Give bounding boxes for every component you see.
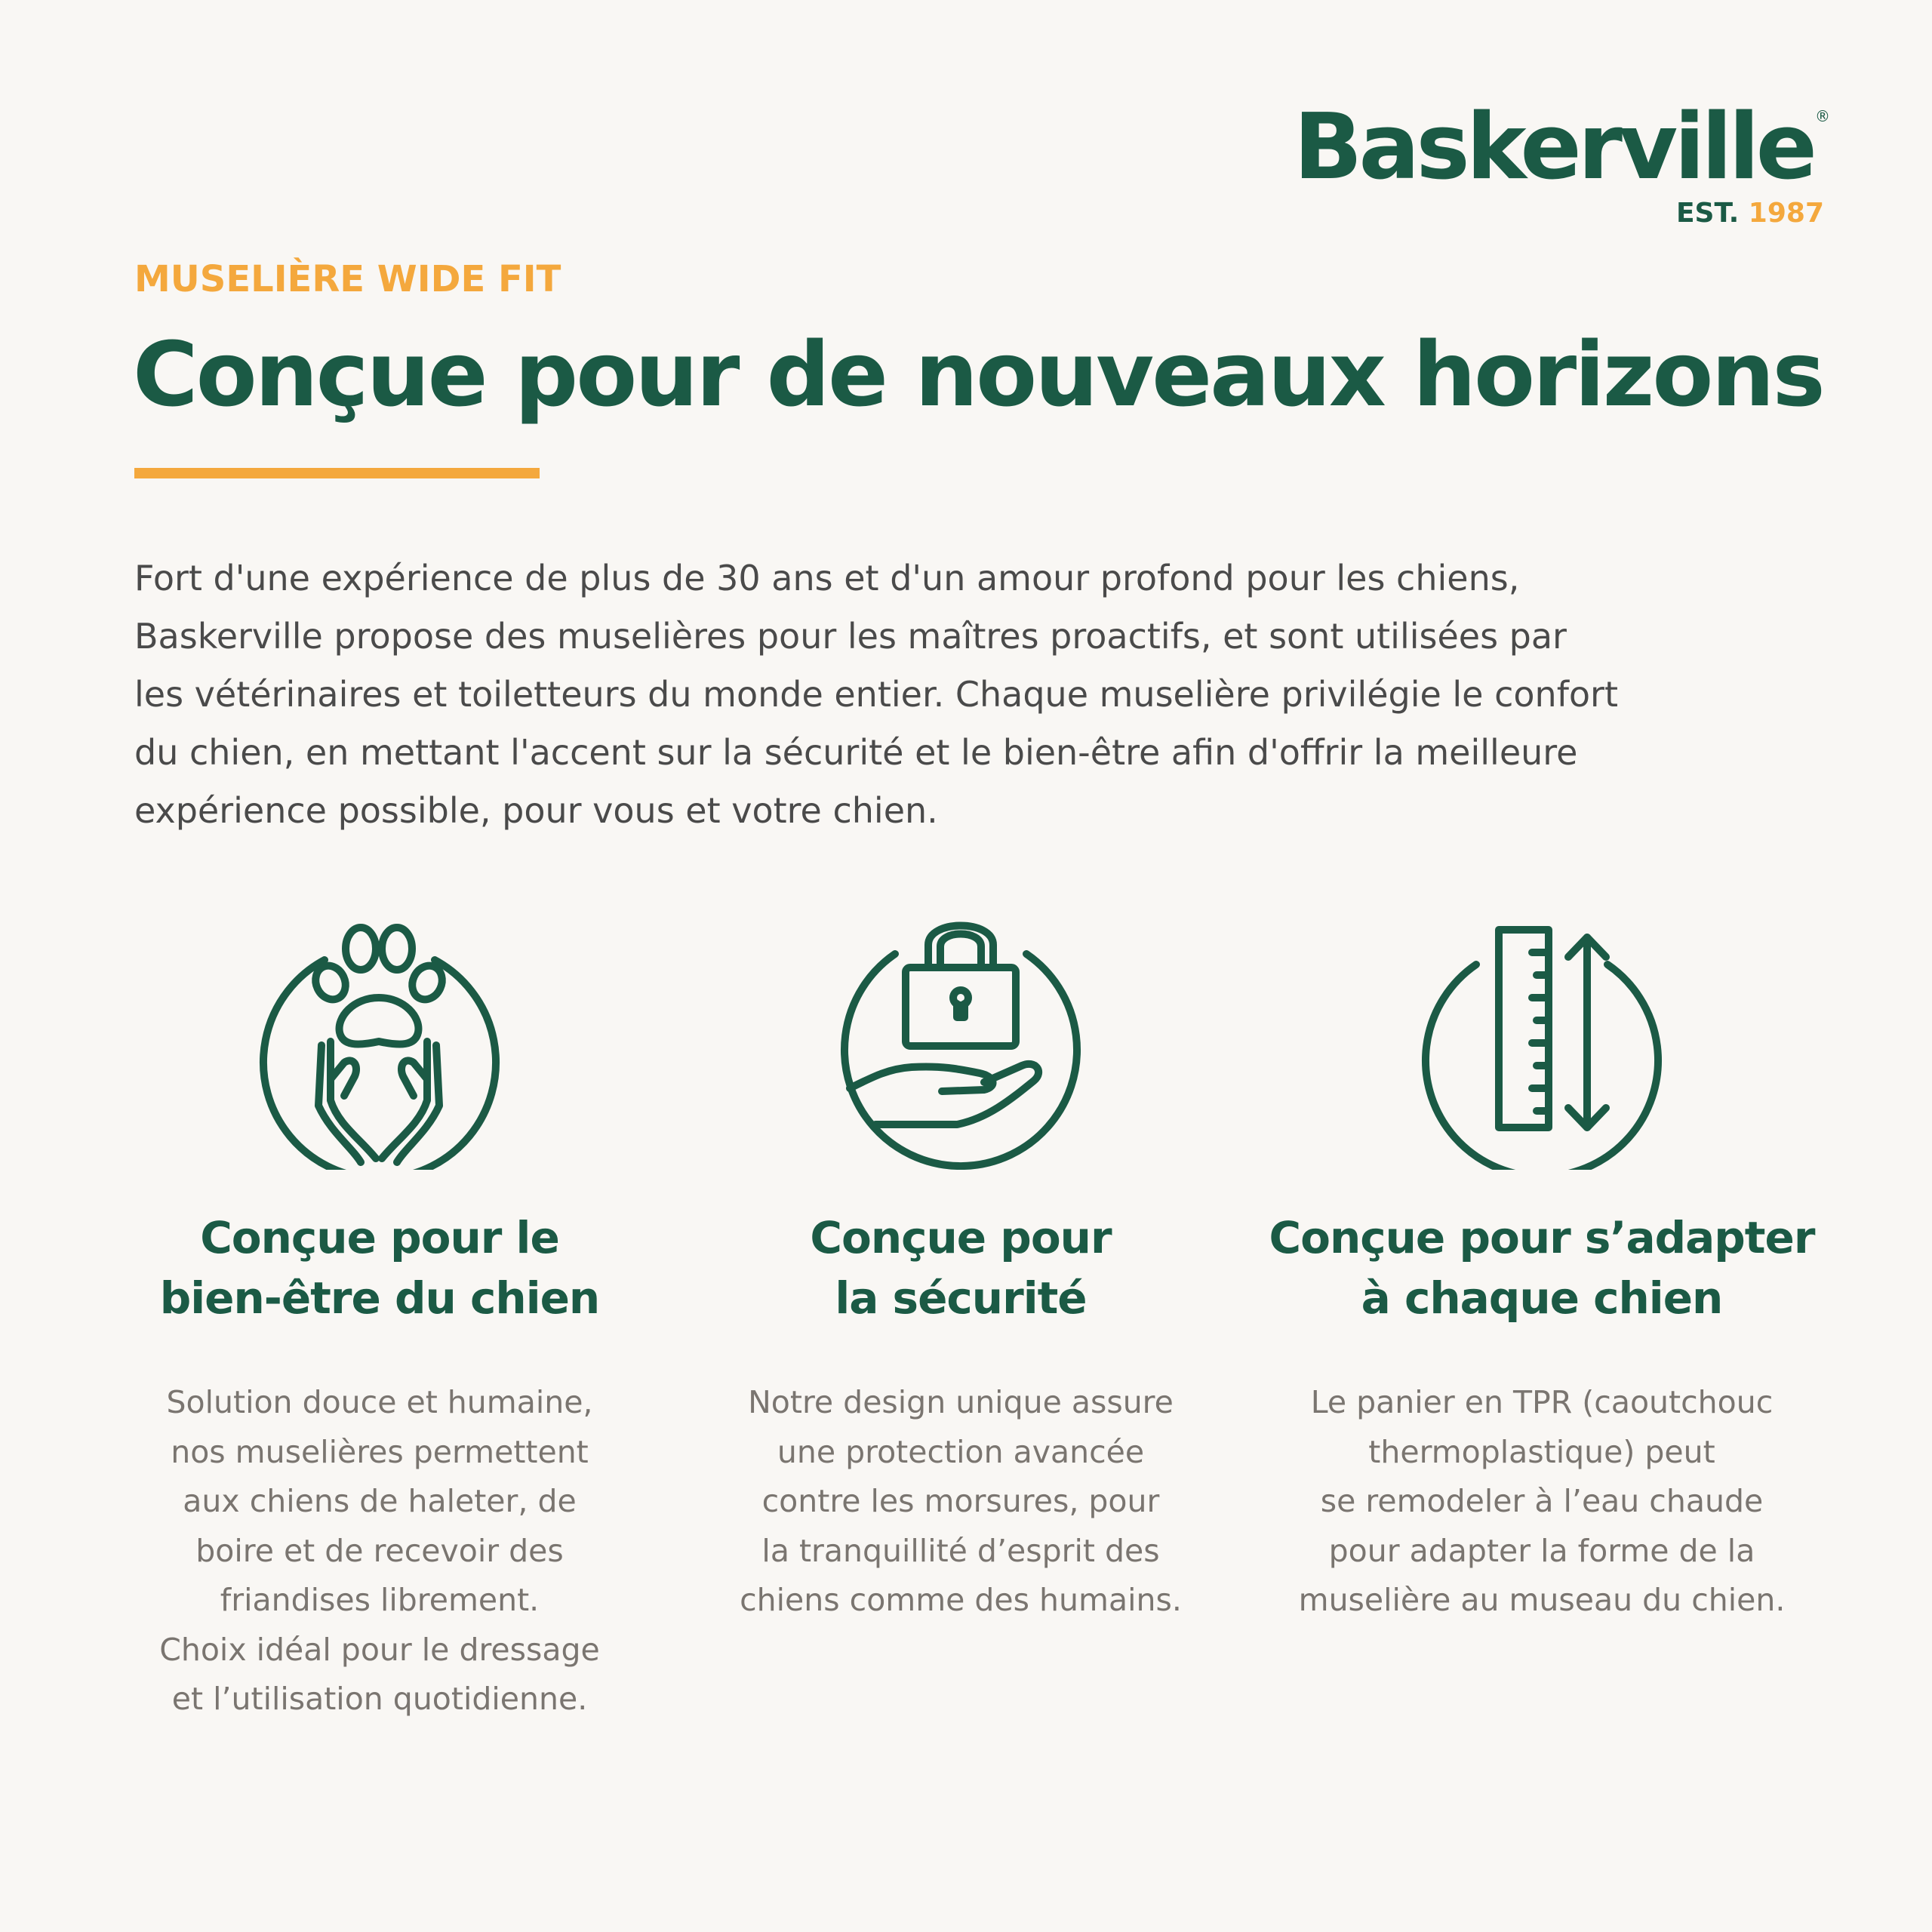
feature-body-line: la tranquillité d’esprit des: [761, 1532, 1160, 1569]
est-year: 1987: [1748, 198, 1824, 229]
intro-line: Fort d'une expérience de plus de 30 ans et d'un amour profond pour les chiens,: [134, 558, 1520, 598]
feature-body-line: muselière au museau du chien.: [1298, 1582, 1786, 1618]
feature-title: [674, 1208, 1247, 1328]
feature-body-line: se remodeler à l’eau chaude: [1320, 1483, 1764, 1519]
feature-title-line: Conçue pour: [810, 1212, 1112, 1263]
feature-body-line: friandises librement.: [220, 1582, 540, 1618]
feature-description: [1255, 1378, 1829, 1626]
feature-title-line: à chaque chien: [1361, 1272, 1723, 1324]
intro-line: expérience possible, pour vous et votre chien.: [134, 790, 938, 831]
feature-title: [93, 1208, 666, 1328]
intro-paragraph: [134, 549, 1795, 840]
accent-divider: [134, 468, 540, 478]
feature-body-line: pour adapter la forme de la: [1328, 1532, 1755, 1569]
intro-line: du chien, en mettant l'accent sur la sécurité et le bien-être afin d'offrir la meilleure: [134, 732, 1578, 773]
page-title: Conçue pour de nouveaux horizons: [133, 322, 1823, 426]
feature-wellbeing: [93, 898, 666, 1717]
feature-adaptability: [1255, 898, 1829, 1618]
feature-title: [1255, 1208, 1829, 1328]
brand-wordmark: [1293, 95, 1830, 200]
eyebrow-label: MUSELIÈRE WIDE FIT: [134, 258, 561, 300]
feature-body-line: contre les morsures, pour: [761, 1483, 1160, 1519]
feature-body-line: Le panier en TPR (caoutchouc: [1310, 1384, 1774, 1420]
ruler-arrow-icon: [1417, 898, 1666, 1170]
feature-body-line: aux chiens de haleter, de: [183, 1483, 577, 1519]
feature-body-line: Solution douce et humaine,: [166, 1384, 593, 1420]
feature-body-line: une protection avancée: [777, 1433, 1145, 1470]
feature-body-line: et l’utilisation quotidienne.: [171, 1681, 588, 1717]
feature-body-line: chiens comme des humains.: [740, 1582, 1182, 1618]
feature-title-line: Conçue pour le: [200, 1212, 559, 1263]
feature-security: [674, 898, 1247, 1618]
feature-body-line: nos muselières permettent: [171, 1433, 589, 1470]
brand-logo: [1293, 95, 1830, 229]
feature-title-line: la sécurité: [835, 1272, 1087, 1324]
feature-title-line: bien-être du chien: [159, 1272, 600, 1324]
intro-line: Baskerville propose des muselières pour les maîtres proactifs, et sont utilisées par: [134, 616, 1567, 657]
registered-mark: ®: [1815, 107, 1830, 125]
feature-body-line: boire et de recevoir des: [195, 1532, 564, 1569]
brand-established: [1294, 198, 1824, 229]
est-label: EST.: [1675, 198, 1740, 229]
brand-name: Baskerville: [1293, 95, 1814, 200]
feature-body-line: Choix idéal pour le dressage: [159, 1631, 600, 1668]
feature-body-line: Notre design unique assure: [748, 1384, 1174, 1420]
feature-body-line: thermoplastique) peut: [1368, 1433, 1715, 1470]
padlock-on-hand-icon: [836, 898, 1085, 1170]
feature-description: [93, 1378, 666, 1724]
feature-description: [674, 1378, 1247, 1626]
feature-title-line: Conçue pour s’adapter: [1269, 1212, 1815, 1263]
paw-in-hands-icon: [255, 898, 504, 1170]
intro-line: les vétérinaires et toiletteurs du monde entier. Chaque muselière privilégie le confort: [134, 674, 1618, 715]
